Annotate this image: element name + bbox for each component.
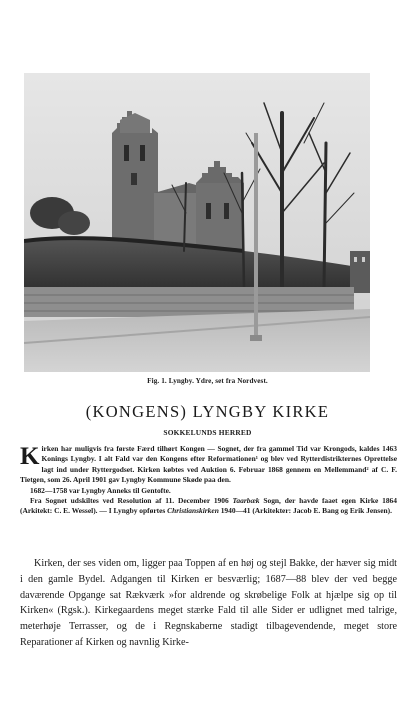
intro-section [20, 444, 397, 517]
intro-paragraph-1 [20, 444, 397, 486]
body-section [20, 556, 397, 651]
intro-p3-part-a: Fra Sognet udskiltes ved Resolution af 11. December 1906 [30, 496, 233, 506]
intro-p3-part-e: 1940—41 (Arkitekter: Jacob E. Bang og Erik Jensen). [218, 506, 392, 516]
drop-cap: K [20, 443, 40, 470]
christianskirken-name: Christianskirken [167, 506, 219, 516]
page-title: (KONGENS) LYNGBY KIRKE [85, 402, 330, 421]
church-photo-image [24, 73, 370, 372]
intro-p3-part-c: Sogn, der havde faaet egen Kirke 1864 (Arkitekt: C. E. Wessel). — I Lyngby opførtes [20, 496, 397, 516]
intro-paragraph-1-text: irken har muligvis fra første Færd tilhørt Kongen — Sognet, der fra gammel Tid var Krongods, kaldes 1463 Konings Lyngby. I alt Fald var den Kongens efter Reformationen¹ og blev ved Rytterdistrikternes Oprettelse lagt ind under Ryttergodset. Kirken købtes ved Auktion 6. Februar 1868 gennem en Mellemmand² af C. F. Tietgen, som 26. April 1901 gav Lyngby Kommune Skøde paa den. [20, 444, 397, 485]
intro-paragraph-2: 1682—1758 var Lyngby Anneks til Gentofte. [30, 485, 171, 495]
body-paragraph-1: Kirken, der ses viden om, ligger paa Toppen af en høj og stejl Bakke, der hæver sig midt i den gamle Bydel. Adgangen til Kirken er besværlig; 1687—88 blev der ved begge daværende Opgange sat Rækværk »for aldrende og skrøbelige Folk at hjælpe sig op til Kirken« (Rgsk.). Kirkegaardens meget stærke Fald til alle Sider er udlignet med talrige, meterhøje Terrasser, og de i Regnskaberne stadigt tilbagevendende, meget store Reparationer af Kirken og navnlig Kirke- [20, 558, 397, 648]
taarbaek-name: Taarbæk [232, 496, 260, 506]
intro-paragraph-3 [20, 496, 397, 517]
figure-caption: Fig. 1. Lyngby. Ydre, set fra Nordvest. [147, 377, 268, 385]
church-photograph [24, 73, 370, 372]
page-subtitle: SOKKELUNDS HERRED [163, 428, 252, 437]
